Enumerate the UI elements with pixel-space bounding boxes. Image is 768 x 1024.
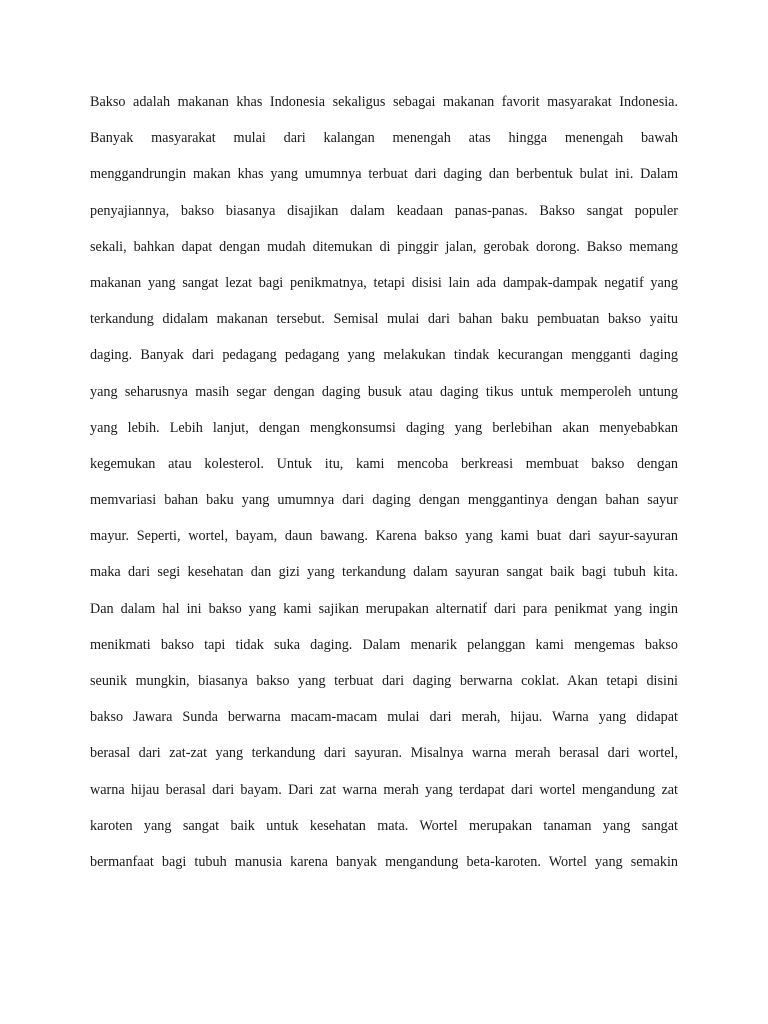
text-line: yang seharusnya masih segar dengan daging busuk atau daging tikus untuk memperoleh untung <box>90 383 678 400</box>
text-line: penyajiannya, bakso biasanya disajikan dalam keadaan panas-panas. Bakso sangat populer <box>90 202 678 219</box>
text-line: karoten yang sangat baik untuk kesehatan mata. Wortel merupakan tanaman yang sangat <box>90 817 678 834</box>
text-line: berasal dari zat-zat yang terkandung dari sayuran. Misalnya warna merah berasal dari wortel, <box>90 745 678 762</box>
text-line: memvariasi bahan baku yang umumnya dari daging dengan menggantinya dengan bahan sayur <box>90 492 678 509</box>
text-line: maka dari segi kesehatan dan gizi yang terkandung dalam sayuran sangat baik bagi tubuh kita. <box>90 564 678 581</box>
text-line: menikmati bakso tapi tidak suka daging. Dalam menarik pelanggan kami mengemas bakso <box>90 636 678 653</box>
text-line: Bakso adalah makanan khas Indonesia sekaligus sebagai makanan favorit masyarakat Indonesia. <box>90 94 678 110</box>
body-text <box>90 90 678 886</box>
text-line: daging. Banyak dari pedagang pedagang yang melakukan tindak kecurangan mengganti daging <box>90 347 678 364</box>
text-line: bakso Jawara Sunda berwarna macam-macam mulai dari merah, hijau. Warna yang didapat <box>90 709 678 726</box>
text-line: bermanfaat bagi tubuh manusia karena banyak mengandung beta-karoten. Wortel yang semakin <box>90 853 678 870</box>
text-line: yang lebih. Lebih lanjut, dengan mengkonsumsi daging yang berlebihan akan menyebabkan <box>90 419 678 436</box>
text-line: kegemukan atau kolesterol. Untuk itu, kami mencoba berkreasi membuat bakso dengan <box>90 455 678 472</box>
text-line: mayur. Seperti, wortel, bayam, daun bawang. Karena bakso yang kami buat dari sayur-sayuran <box>90 528 678 545</box>
text-line: Banyak masyarakat mulai dari kalangan menengah atas hingga menengah bawah <box>90 130 678 147</box>
text-line: menggandrungin makan khas yang umumnya terbuat dari daging dan berbentuk bulat ini. Dalam <box>90 166 678 183</box>
text-line: makanan yang sangat lezat bagi penikmatnya, tetapi disisi lain ada dampak-dampak negatif yang <box>90 274 678 291</box>
text-line: seunik mungkin, biasanya bakso yang terbuat dari daging berwarna coklat. Akan tetapi disini <box>90 673 678 689</box>
text-line: Dan dalam hal ini bakso yang kami sajikan merupakan alternatif dari para penikmat yang ingin <box>90 600 678 617</box>
text-line: terkandung didalam makanan tersebut. Semisal mulai dari bahan baku pembuatan bakso yaitu <box>90 311 678 328</box>
text-line: warna hijau berasal dari bayam. Dari zat warna merah yang terdapat dari wortel mengandung zat <box>90 781 678 798</box>
text-line: sekali, bahkan dapat dengan mudah ditemukan di pinggir jalan, gerobak dorong. Bakso memang <box>90 238 678 255</box>
